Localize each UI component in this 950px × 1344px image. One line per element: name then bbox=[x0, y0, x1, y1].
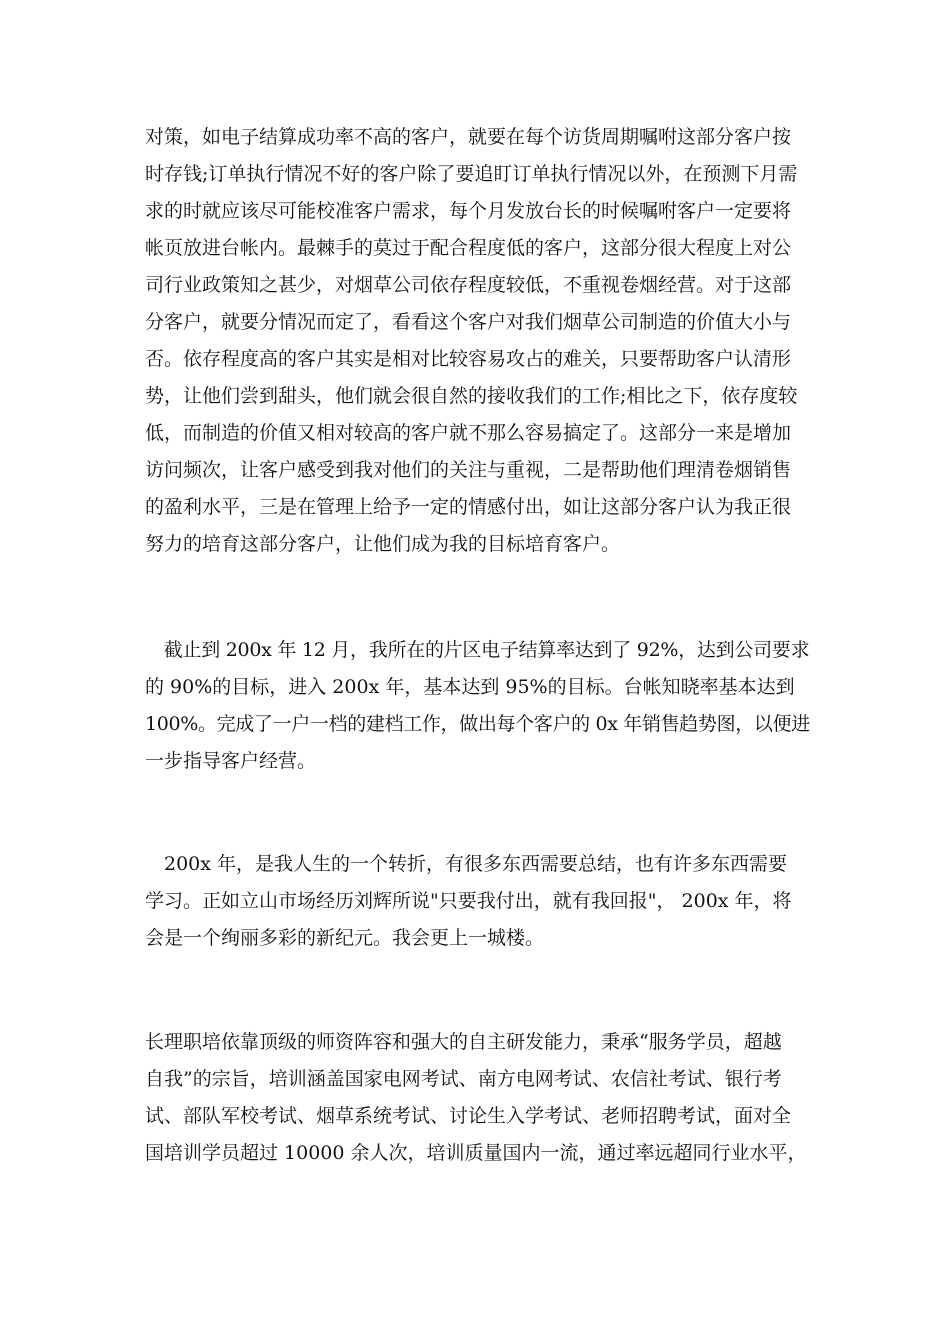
text-line: 长理职培依靠顶级的师资阵容和强大的自主研发能力，秉承“服务学员，超越 bbox=[145, 1031, 782, 1053]
text-line: 访问频次，让客户感受到我对他们的关注与重视，二是帮助他们理清卷烟销售 bbox=[145, 459, 792, 481]
text-line: 自我”的宗旨，培训涵盖国家电网考试、南方电网考试、农信社考试、银行考 bbox=[145, 1068, 782, 1090]
text-line: 司行业政策知之甚少，对烟草公司依存程度较低，不重视卷烟经营。对于这部 bbox=[145, 274, 792, 296]
paragraph-customer-strategy bbox=[145, 119, 810, 563]
text-line: 努力的培育这部分客户，让他们成为我的目标培育客户。 bbox=[145, 533, 621, 555]
text-line: 试、部队军校考试、烟草系统考试、讨论生入学考试、老师招聘考试，面对全 bbox=[145, 1105, 792, 1127]
text-line: 低，而制造的价值又相对较高的客户就不那么容易搞定了。这部分一来是增加 bbox=[145, 422, 792, 444]
text-line: 100%。完成了一户一档的建档工作，做出每个客户的 0x 年销售趋势图，以便进 bbox=[145, 713, 810, 735]
text-line: 学习。正如立山市场经历刘辉所说"只要我付出，就有我回报"， 200x 年，将 bbox=[145, 890, 792, 912]
text-line: 200x 年，是我人生的一个转折，有很多东西需要总结，也有许多东西需要 bbox=[145, 853, 788, 875]
text-line: 国培训学员超过 10000 余人次，培训质量国内一流，通过率远超同行业水平， bbox=[145, 1142, 807, 1164]
text-line: 求的时就应该尽可能校准客户需求，每个月发放台长的时候嘱咐客户一定要将 bbox=[145, 200, 792, 222]
text-line: 时存钱;订单执行情况不好的客户除了要追盯订单执行情况以外，在预测下月需 bbox=[145, 163, 798, 185]
text-line: 对策，如电子结算成功率不高的客户，就要在每个访货周期嘱咐这部分客户按 bbox=[145, 126, 792, 148]
text-line: 的盈利水平，三是在管理上给予一定的情感付出，如让这部分客户认为我正很 bbox=[145, 496, 792, 518]
text-line: 势，让他们尝到甜头，他们就会很自然的接收我们的工作;相比之下，依存度较 bbox=[145, 385, 798, 407]
paragraph-settlement-results bbox=[145, 632, 810, 780]
text-line: 会是一个绚丽多彩的新纪元。我会更上一城楼。 bbox=[145, 927, 545, 949]
text-line: 否。依存程度高的客户其实是相对比较容易攻占的难关，只要帮助客户认清形 bbox=[145, 348, 792, 370]
text-line: 一步指导客户经营。 bbox=[145, 750, 317, 772]
text-line: 的 90%的目标，进入 200x 年，基本达到 95%的目标。台帐知晓率基本达到 bbox=[145, 676, 795, 698]
paragraph-year-summary bbox=[145, 846, 810, 957]
text-line: 截止到 200x 年 12 月，我所在的片区电子结算率达到了 92%，达到公司要求 bbox=[145, 639, 810, 661]
text-line: 帐页放进台帐内。最棘手的莫过于配合程度低的客户，这部分很大程度上对公 bbox=[145, 237, 792, 259]
text-line: 分客户，就要分情况而定了，看看这个客户对我们烟草公司制造的价值大小与 bbox=[145, 311, 792, 333]
paragraph-training-ad bbox=[145, 1024, 810, 1172]
